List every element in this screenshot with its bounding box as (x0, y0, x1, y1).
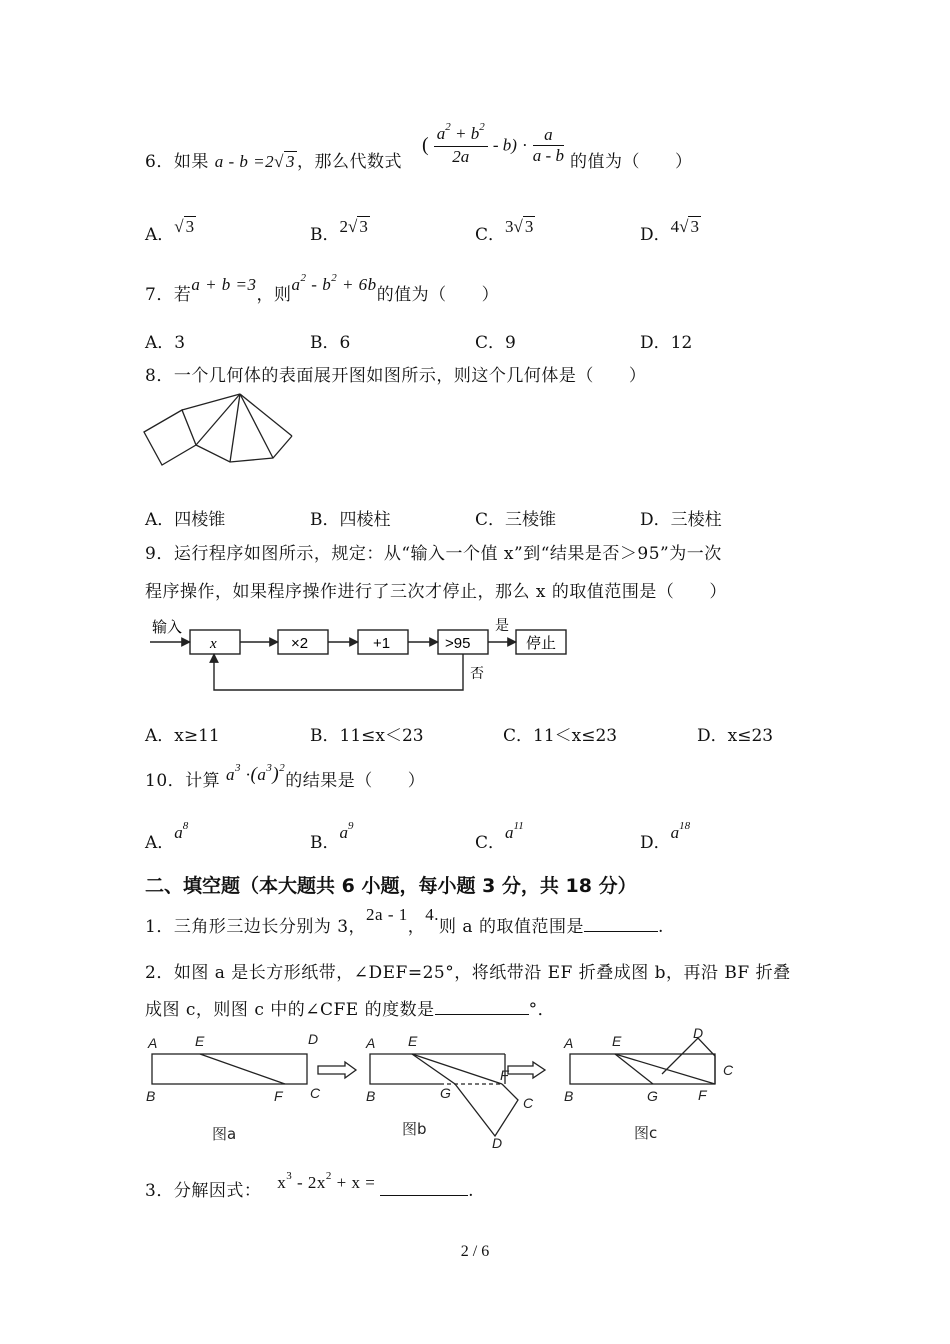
fig-b-label-C: C (523, 1095, 534, 1111)
fold-arrow-1 (318, 1062, 356, 1078)
fig-c-label-G: G (647, 1088, 658, 1104)
question-8: 8．一个几何体的表面展开图如图所示，则这个几何体是（ ） (145, 366, 647, 386)
q8-option-a: A．四棱锥 (145, 510, 226, 530)
net-base (196, 436, 292, 462)
q8-net-figure (140, 390, 300, 470)
fill-question-2-line1: 2．如图 a 是长方形纸带，∠DEF=25°，将纸带沿 EF 折叠成图 b，再沿 BF 折叠 (145, 963, 791, 983)
fig-a-crease (200, 1054, 285, 1084)
page-number: 2 / 6 (460, 1243, 490, 1260)
fold-arrow-2 (508, 1062, 545, 1078)
flow-mul-label: ×2 (291, 635, 309, 652)
fig-b-strip (370, 1054, 440, 1084)
net-square (144, 410, 196, 465)
q10-option-a: A．$a^8$ (145, 820, 189, 853)
q7-option-a: A．3 (145, 333, 186, 353)
fig-c-crease-2 (615, 1054, 715, 1084)
q6-option-b: B．2√ 3 (310, 217, 368, 245)
fig-a-caption: 图a (212, 1125, 237, 1143)
fig-b-label-D: D (492, 1135, 503, 1151)
fill-3-blank[interactable] (380, 1179, 468, 1196)
fig-c-label-E: E (612, 1033, 622, 1049)
q9-option-a: A．x≥11 (145, 726, 220, 746)
flow-x-label: x (210, 636, 217, 652)
flow-yes-label: 是 (495, 618, 509, 634)
q2-fold-figures (140, 1025, 740, 1153)
q6-expression: ( $\frac{a^2 + b^2}{2a}$ - b) · $\frac{a}{a - b}$ (422, 121, 564, 166)
fill-question-3: 3．分解因式： $x^3 - 2x^2 + x$ = . (145, 1170, 474, 1201)
fig-c-label-F: F (698, 1087, 707, 1103)
q6-fraction-2: $\frac{a}{a - b}$ (532, 125, 564, 165)
net-edge (240, 394, 292, 436)
question-10: 10．计算 $a^3 \cdot(a^3)^2$的结果是（ ） (145, 762, 426, 791)
q6-fraction-1: $\frac{a^2 + b^2}{2a}$ (434, 124, 488, 167)
q6-condition: a - b =2√ 3 (214, 152, 295, 171)
flow-cmp-label: >95 (445, 635, 471, 652)
fig-c-label-A: A (564, 1035, 574, 1051)
q9-flowchart (148, 614, 578, 694)
fill-question-1: 1．三角形三边长分别为 3，2a - 1，4.则 a 的取值范围是 . (145, 905, 664, 937)
fill-2-blank[interactable] (435, 998, 529, 1015)
fig-b-label-B: B (366, 1088, 376, 1104)
fig-a-strip (152, 1054, 307, 1084)
flow-input-label: 输入 (152, 618, 183, 636)
flow-add-label: +1 (373, 635, 391, 652)
q7-option-c: C．9 (475, 333, 516, 353)
q9-option-d: D．x≤23 (697, 726, 774, 746)
q6-option-d: D．4√ 3 (640, 217, 699, 245)
fill-question-2-line2: 成图 c，则图 c 中的∠CFE 的度数是 °． (145, 1000, 556, 1020)
net-edge (182, 394, 240, 410)
fig-b-label-F: F (500, 1067, 509, 1083)
net-edge (240, 394, 273, 458)
q6-tail: 的值为（ ） (570, 152, 693, 172)
flow-stop-label: 停止 (526, 634, 557, 652)
q8-option-c: C．三棱锥 (475, 510, 557, 530)
fig-c-label-B: B (564, 1088, 574, 1104)
q6-option-a: A．√ 3 (145, 217, 195, 245)
q6-option-c: C．3√ 3 (475, 217, 534, 245)
fig-b-crease (412, 1054, 502, 1084)
fig-c-flap (662, 1038, 715, 1084)
fig-a-label-F: F (274, 1088, 283, 1104)
q10-option-d: D．$a^{18}$ (640, 820, 691, 853)
fig-b-label-E: E (408, 1033, 418, 1049)
q9-option-b: B．11≤x＜23 (310, 726, 424, 746)
q10-option-b: B．$a^9$ (310, 820, 354, 853)
q8-option-b: B．四棱柱 (310, 510, 391, 530)
fig-c-strip (570, 1054, 715, 1084)
fig-a-label-D: D (308, 1031, 319, 1047)
question-9-line1: 9．运行程序如图所示，规定：从“输入一个值 x”到“结果是否＞95”为一次 (145, 544, 722, 564)
fig-c-crease-1 (615, 1054, 653, 1084)
fig-b-caption: 图b (402, 1120, 427, 1138)
fig-a-label-C: C (310, 1085, 321, 1101)
q7-option-b: B．6 (310, 333, 351, 353)
q7-option-d: D．12 (640, 333, 693, 353)
fig-c-label-D: D (693, 1025, 704, 1041)
q10-option-c: C．$a^{11}$ (475, 820, 524, 853)
section-2-title: 二、填空题（本大题共 6 小题，每小题 3 分，共 18 分） (145, 875, 637, 897)
fig-a-label-A: A (148, 1035, 158, 1051)
question-9-line2: 程序操作，如果程序操作进行了三次才停止，那么 x 的取值范围是（ ） (145, 582, 727, 602)
q9-option-c: C．11＜x≤23 (503, 726, 618, 746)
fig-b-label-A: A (366, 1035, 376, 1051)
fig-a-label-B: B (146, 1088, 156, 1104)
fig-b-label-G: G (440, 1085, 451, 1101)
fig-c-label-C: C (723, 1062, 734, 1078)
question-7: 7．若a + b =3，则$a^2 - b^2 + 6b$的值为（ ） (145, 272, 500, 305)
fig-c-caption: 图c (634, 1124, 658, 1142)
flow-no-label: 否 (470, 666, 484, 682)
q8-option-d: D．三棱柱 (640, 510, 722, 530)
fig-a-label-E: E (195, 1033, 205, 1049)
fill-1-blank[interactable] (584, 915, 658, 932)
question-6: 6．如果 a - b =2√ 3 ，那么代数式 (145, 152, 402, 172)
